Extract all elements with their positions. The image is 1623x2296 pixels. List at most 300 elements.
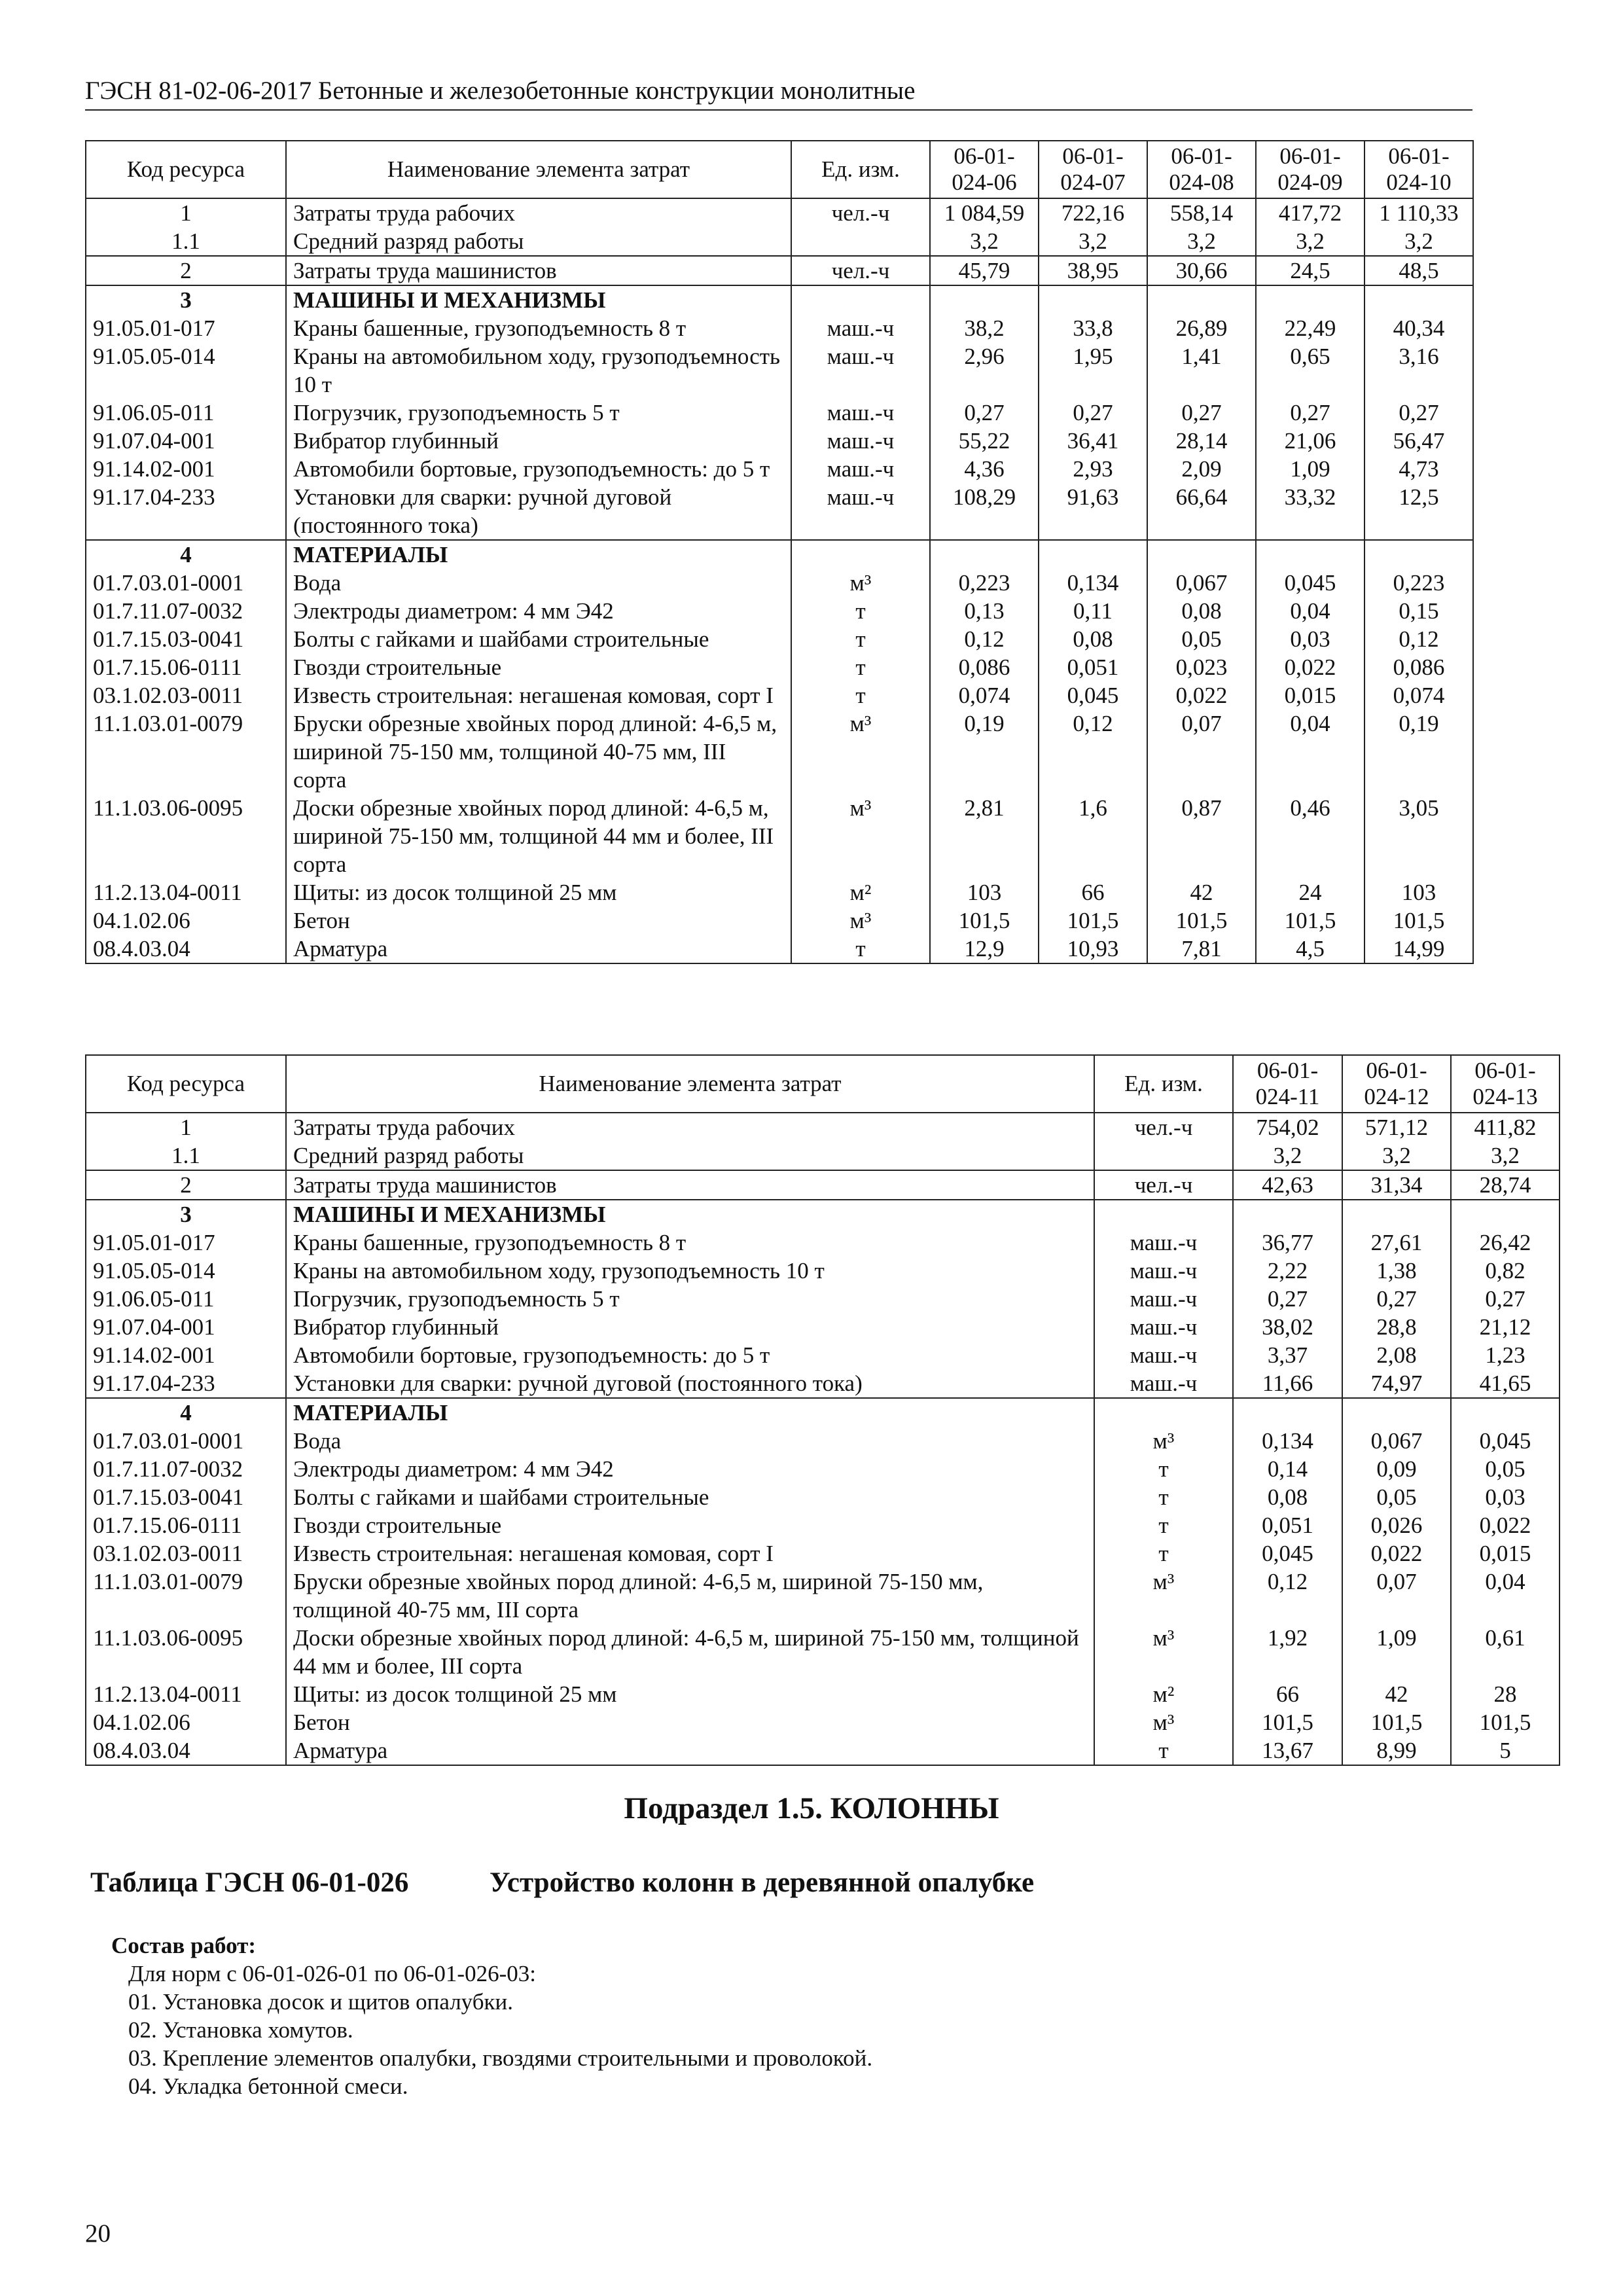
table-2-body [86, 1113, 1560, 1765]
resource-code: 91.05.05-014 [86, 342, 286, 399]
resource-code: 2 [86, 256, 286, 285]
value-cell: 0,022 [1256, 653, 1364, 681]
value-cell: 42,63 [1233, 1170, 1342, 1200]
resource-code: 3 [86, 1200, 286, 1229]
table-row [86, 935, 1473, 963]
value-cell: 91,63 [1039, 483, 1147, 540]
table-row [86, 1427, 1560, 1455]
value-cell: 45,79 [930, 256, 1039, 285]
resource-name: Бруски обрезные хвойных пород длиной: 4-6,5 м, шириной 75-150 мм, толщиной 40-75 мм, III сорта [286, 1568, 1094, 1624]
table-row [86, 314, 1473, 342]
resource-code: 91.07.04-001 [86, 1313, 286, 1341]
resource-name: Арматура [286, 935, 791, 963]
table-row [86, 399, 1473, 427]
value-cell [1342, 1200, 1451, 1229]
resource-name: МАТЕРИАЛЫ [286, 540, 791, 569]
table-row [86, 227, 1473, 256]
value-cell: 3,2 [1147, 227, 1256, 256]
table-row [86, 794, 1473, 878]
value-cell: 0,65 [1256, 342, 1364, 399]
value-cell: 38,95 [1039, 256, 1147, 285]
value-cell: 0,13 [930, 597, 1039, 625]
unit-cell: т [1094, 1539, 1233, 1568]
value-cell: 0,067 [1342, 1427, 1451, 1455]
resource-name: Болты с гайками и шайбами строительные [286, 1483, 1094, 1511]
resource-table-2 [85, 1054, 1560, 1766]
value-cell: 28,14 [1147, 427, 1256, 455]
value-cell: 0,07 [1147, 709, 1256, 794]
value-cell: 38,02 [1233, 1313, 1342, 1341]
value-cell: 0,045 [1039, 681, 1147, 709]
value-cell [1039, 540, 1147, 569]
unit-cell: маш.-ч [1094, 1257, 1233, 1285]
value-cell: 3,2 [930, 227, 1039, 256]
resource-code: 11.1.03.06-0095 [86, 1624, 286, 1680]
col-header-norm: 06-01- 024-12 [1342, 1055, 1451, 1113]
value-cell: 0,04 [1451, 1568, 1560, 1624]
value-cell: 12,9 [930, 935, 1039, 963]
value-cell: 722,16 [1039, 198, 1147, 227]
resource-code: 11.1.03.01-0079 [86, 1568, 286, 1624]
resource-name: МАШИНЫ И МЕХАНИЗМЫ [286, 1200, 1094, 1229]
resource-code: 91.07.04-001 [86, 427, 286, 455]
value-cell: 1,6 [1039, 794, 1147, 878]
work-item: 01. Установка досок и щитов опалубки. [128, 1989, 513, 2015]
resource-code: 91.05.05-014 [86, 1257, 286, 1285]
value-cell: 0,09 [1342, 1455, 1451, 1483]
value-cell: 1,38 [1342, 1257, 1451, 1285]
table-row [86, 653, 1473, 681]
value-cell: 36,77 [1233, 1229, 1342, 1257]
work-item: 02. Установка хомутов. [128, 2017, 353, 2043]
table-row [86, 1539, 1560, 1568]
value-cell: 0,27 [1147, 399, 1256, 427]
value-cell: 0,022 [1342, 1539, 1451, 1568]
table-row [86, 1257, 1560, 1285]
table-code: Таблица ГЭСН 06-01-026 [90, 1867, 409, 1898]
value-cell: 101,5 [1233, 1708, 1342, 1736]
value-cell: 8,99 [1342, 1736, 1451, 1765]
resource-name: Вибратор глубинный [286, 1313, 1094, 1341]
col-header-code: Код ресурса [86, 141, 286, 198]
table-row [86, 1113, 1560, 1141]
value-cell: 3,16 [1364, 342, 1473, 399]
value-cell [1233, 1398, 1342, 1427]
value-cell: 0,086 [930, 653, 1039, 681]
resource-name: Болты с гайками и шайбами строительные [286, 625, 791, 653]
value-cell: 101,5 [1364, 906, 1473, 935]
value-cell: 4,36 [930, 455, 1039, 483]
value-cell: 2,22 [1233, 1257, 1342, 1285]
resource-code: 03.1.02.03-0011 [86, 1539, 286, 1568]
value-cell: 0,14 [1233, 1455, 1342, 1483]
value-cell: 3,2 [1342, 1141, 1451, 1170]
resource-code: 08.4.03.04 [86, 935, 286, 963]
resource-name: Доски обрезные хвойных пород длиной: 4-6,5 м, шириной 75-150 мм, толщиной 44 мм и более, III сорта [286, 794, 791, 878]
unit-cell: чел.-ч [791, 198, 930, 227]
value-cell: 0,19 [930, 709, 1039, 794]
resource-name: Известь строительная: негашеная комовая, сорт I [286, 681, 791, 709]
resource-code: 01.7.15.06-0111 [86, 653, 286, 681]
value-cell: 0,022 [1147, 681, 1256, 709]
resource-code: 01.7.11.07-0032 [86, 1455, 286, 1483]
value-cell [1039, 285, 1147, 314]
resource-name: МАТЕРИАЛЫ [286, 1398, 1094, 1427]
resource-code: 91.17.04-233 [86, 483, 286, 540]
resource-code: 4 [86, 540, 286, 569]
unit-cell [791, 540, 930, 569]
value-cell: 0,07 [1342, 1568, 1451, 1624]
unit-cell: маш.-ч [791, 483, 930, 540]
table-row [86, 1455, 1560, 1483]
resource-code: 91.14.02-001 [86, 1341, 286, 1369]
table-row [86, 878, 1473, 906]
resource-code: 11.2.13.04-0011 [86, 878, 286, 906]
resource-name: Электроды диаметром: 4 мм Э42 [286, 597, 791, 625]
table-row [86, 1624, 1560, 1680]
value-cell: 0,87 [1147, 794, 1256, 878]
value-cell: 0,051 [1039, 653, 1147, 681]
value-cell: 3,37 [1233, 1341, 1342, 1369]
value-cell: 13,67 [1233, 1736, 1342, 1765]
value-cell: 0,27 [1256, 399, 1364, 427]
table-1-body [86, 198, 1473, 963]
value-cell: 0,023 [1147, 653, 1256, 681]
table-row [86, 1341, 1560, 1369]
value-cell: 1,41 [1147, 342, 1256, 399]
value-cell: 2,08 [1342, 1341, 1451, 1369]
unit-cell [1094, 1398, 1233, 1427]
table-row [86, 1141, 1560, 1170]
value-cell: 42 [1342, 1680, 1451, 1708]
value-cell: 0,04 [1256, 709, 1364, 794]
resource-code: 91.06.05-011 [86, 1285, 286, 1313]
value-cell: 21,12 [1451, 1313, 1560, 1341]
value-cell: 0,03 [1256, 625, 1364, 653]
value-cell: 10,93 [1039, 935, 1147, 963]
header-rule [85, 109, 1472, 111]
value-cell [1256, 285, 1364, 314]
value-cell: 108,29 [930, 483, 1039, 540]
value-cell: 558,14 [1147, 198, 1256, 227]
value-cell [1364, 285, 1473, 314]
resource-name: Краны башенные, грузоподъемность 8 т [286, 1229, 1094, 1257]
value-cell: 0,074 [1364, 681, 1473, 709]
value-cell: 0,27 [1364, 399, 1473, 427]
value-cell: 3,2 [1364, 227, 1473, 256]
resource-code: 2 [86, 1170, 286, 1200]
value-cell: 0,27 [1039, 399, 1147, 427]
value-cell: 28,74 [1451, 1170, 1560, 1200]
unit-cell: т [791, 653, 930, 681]
unit-cell: т [1094, 1736, 1233, 1765]
value-cell: 7,81 [1147, 935, 1256, 963]
table-row [86, 1736, 1560, 1765]
resource-code: 91.17.04-233 [86, 1369, 286, 1398]
work-composition [111, 1931, 872, 2100]
resource-code: 1.1 [86, 227, 286, 256]
value-cell: 0,27 [1233, 1285, 1342, 1313]
value-cell: 55,22 [930, 427, 1039, 455]
resource-name: Автомобили бортовые, грузоподъемность: до 5 т [286, 455, 791, 483]
value-cell: 0,067 [1147, 569, 1256, 597]
col-header-unit: Ед. изм. [1094, 1055, 1233, 1113]
value-cell: 0,27 [1451, 1285, 1560, 1313]
col-header-norm: 06-01- 024-06 [930, 141, 1039, 198]
table-row [86, 483, 1473, 540]
value-cell: 0,08 [1147, 597, 1256, 625]
value-cell [930, 285, 1039, 314]
value-cell: 0,045 [1233, 1539, 1342, 1568]
table-row [86, 285, 1473, 314]
value-cell: 571,12 [1342, 1113, 1451, 1141]
unit-cell: маш.-ч [791, 455, 930, 483]
table-row [86, 1313, 1560, 1341]
resource-name: Установки для сварки: ручной дуговой (постоянного тока) [286, 483, 791, 540]
table-heading [90, 1867, 1034, 1899]
resource-code: 91.14.02-001 [86, 455, 286, 483]
resource-code: 4 [86, 1398, 286, 1427]
value-cell [1451, 1398, 1560, 1427]
col-header-norm: 06-01- 024-09 [1256, 141, 1364, 198]
value-cell [1147, 285, 1256, 314]
value-cell: 41,65 [1451, 1369, 1560, 1398]
resource-code: 3 [86, 285, 286, 314]
value-cell: 2,81 [930, 794, 1039, 878]
resource-code: 01.7.15.06-0111 [86, 1511, 286, 1539]
unit-cell: т [1094, 1511, 1233, 1539]
value-cell [1233, 1200, 1342, 1229]
unit-cell: м² [791, 878, 930, 906]
col-header-norm: 06-01- 024-07 [1039, 141, 1147, 198]
table-row [86, 1398, 1560, 1427]
resource-name: Затраты труда рабочих [286, 198, 791, 227]
value-cell: 28 [1451, 1680, 1560, 1708]
col-header-unit: Ед. изм. [791, 141, 930, 198]
value-cell: 101,5 [1256, 906, 1364, 935]
value-cell [1147, 540, 1256, 569]
work-item: 04. Укладка бетонной смеси. [128, 2073, 408, 2099]
table-row [86, 1680, 1560, 1708]
value-cell: 0,134 [1233, 1427, 1342, 1455]
value-cell: 48,5 [1364, 256, 1473, 285]
unit-cell [1094, 1200, 1233, 1229]
table-row [86, 1369, 1560, 1398]
table-title: Устройство колонн в деревянной опалубке [490, 1867, 1035, 1898]
value-cell: 1,95 [1039, 342, 1147, 399]
work-title: Состав работ: [111, 1933, 256, 1958]
resource-code: 91.05.01-017 [86, 314, 286, 342]
resource-name: Средний разряд работы [286, 1141, 1094, 1170]
resource-name: Электроды диаметром: 4 мм Э42 [286, 1455, 1094, 1483]
resource-name: Гвозди строительные [286, 653, 791, 681]
unit-cell: маш.-ч [791, 342, 930, 399]
resource-name: Установки для сварки: ручной дуговой (постоянного тока) [286, 1369, 1094, 1398]
value-cell: 0,61 [1451, 1624, 1560, 1680]
resource-name: Краны на автомобильном ходу, грузоподъемность 10 т [286, 1257, 1094, 1285]
resource-name: Затраты труда машинистов [286, 256, 791, 285]
subsection-title: Подраздел 1.5. КОЛОННЫ [624, 1791, 999, 1825]
value-cell: 27,61 [1342, 1229, 1451, 1257]
table-row [86, 681, 1473, 709]
value-cell: 0,08 [1233, 1483, 1342, 1511]
resource-name: Погрузчик, грузоподъемность 5 т [286, 399, 791, 427]
resource-name: Гвозди строительные [286, 1511, 1094, 1539]
value-cell: 103 [1364, 878, 1473, 906]
unit-cell: маш.-ч [791, 399, 930, 427]
value-cell [930, 540, 1039, 569]
work-item: 03. Крепление элементов опалубки, гвоздями строительными и проволокой. [128, 2045, 873, 2071]
table-row [86, 427, 1473, 455]
value-cell [1256, 540, 1364, 569]
resource-code: 04.1.02.06 [86, 1708, 286, 1736]
value-cell: 14,99 [1364, 935, 1473, 963]
value-cell: 33,8 [1039, 314, 1147, 342]
value-cell: 0,27 [1342, 1285, 1451, 1313]
unit-cell: чел.-ч [791, 256, 930, 285]
value-cell: 0,015 [1451, 1539, 1560, 1568]
resource-name: Бруски обрезные хвойных пород длиной: 4-6,5 м, шириной 75-150 мм, толщиной 40-75 мм, III сорта [286, 709, 791, 794]
unit-cell: чел.-ч [1094, 1170, 1233, 1200]
value-cell: 24 [1256, 878, 1364, 906]
resource-name: Бетон [286, 906, 791, 935]
unit-cell: м² [1094, 1680, 1233, 1708]
table-row [86, 709, 1473, 794]
resource-name: Известь строительная: негашеная комовая, сорт I [286, 1539, 1094, 1568]
value-cell: 0,074 [930, 681, 1039, 709]
table-row [86, 625, 1473, 653]
table-row [86, 1229, 1560, 1257]
table-row [86, 1708, 1560, 1736]
value-cell: 33,32 [1256, 483, 1364, 540]
value-cell: 1,92 [1233, 1624, 1342, 1680]
resource-name: Краны на автомобильном ходу, грузоподъемность 10 т [286, 342, 791, 399]
unit-cell: чел.-ч [1094, 1113, 1233, 1141]
value-cell: 0,022 [1451, 1511, 1560, 1539]
value-cell: 1 084,59 [930, 198, 1039, 227]
table-row [86, 1170, 1560, 1200]
table-row [86, 1285, 1560, 1313]
resource-name: Вода [286, 569, 791, 597]
value-cell: 0,11 [1039, 597, 1147, 625]
resource-code: 1 [86, 198, 286, 227]
value-cell: 74,97 [1342, 1369, 1451, 1398]
resource-name: Вибратор глубинный [286, 427, 791, 455]
value-cell: 56,47 [1364, 427, 1473, 455]
value-cell: 3,2 [1039, 227, 1147, 256]
col-header-code: Код ресурса [86, 1055, 286, 1113]
value-cell: 4,73 [1364, 455, 1473, 483]
table-row [86, 1511, 1560, 1539]
value-cell: 66 [1233, 1680, 1342, 1708]
value-cell: 0,03 [1451, 1483, 1560, 1511]
resource-code: 91.06.05-011 [86, 399, 286, 427]
unit-cell: т [791, 935, 930, 963]
unit-cell: м³ [791, 569, 930, 597]
unit-cell: т [1094, 1455, 1233, 1483]
value-cell: 0,15 [1364, 597, 1473, 625]
col-header-norm: 06-01- 024-11 [1233, 1055, 1342, 1113]
unit-cell: м³ [791, 794, 930, 878]
page-number: 20 [85, 2219, 111, 2248]
unit-cell: маш.-ч [1094, 1285, 1233, 1313]
unit-cell: маш.-ч [1094, 1313, 1233, 1341]
value-cell: 21,06 [1256, 427, 1364, 455]
unit-cell: маш.-ч [1094, 1229, 1233, 1257]
value-cell: 2,93 [1039, 455, 1147, 483]
resource-code: 04.1.02.06 [86, 906, 286, 935]
value-cell: 26,42 [1451, 1229, 1560, 1257]
value-cell: 0,086 [1364, 653, 1473, 681]
table-row [86, 256, 1473, 285]
resource-name: Затраты труда рабочих [286, 1113, 1094, 1141]
resource-name: Доски обрезные хвойных пород длиной: 4-6,5 м, шириной 75-150 мм, толщиной 44 мм и более, III сорта [286, 1624, 1094, 1680]
col-header-name: Наименование элемента затрат [286, 1055, 1094, 1113]
col-header-norm: 06-01- 024-13 [1451, 1055, 1560, 1113]
value-cell: 3,2 [1233, 1141, 1342, 1170]
value-cell: 28,8 [1342, 1313, 1451, 1341]
value-cell: 101,5 [1039, 906, 1147, 935]
resource-code: 91.05.01-017 [86, 1229, 286, 1257]
value-cell: 101,5 [1342, 1708, 1451, 1736]
table-row [86, 342, 1473, 399]
resource-name: Арматура [286, 1736, 1094, 1765]
resource-table-1 [85, 140, 1474, 964]
col-header-norm: 06-01- 024-10 [1364, 141, 1473, 198]
unit-cell: маш.-ч [1094, 1341, 1233, 1369]
value-cell: 0,045 [1256, 569, 1364, 597]
resource-code: 03.1.02.03-0011 [86, 681, 286, 709]
unit-cell: м³ [1094, 1624, 1233, 1680]
value-cell: 0,27 [930, 399, 1039, 427]
value-cell [1451, 1200, 1560, 1229]
unit-cell [1094, 1141, 1233, 1170]
value-cell: 754,02 [1233, 1113, 1342, 1141]
value-cell: 3,2 [1256, 227, 1364, 256]
col-header-norm: 06-01- 024-08 [1147, 141, 1256, 198]
col-header-name: Наименование элемента затрат [286, 141, 791, 198]
value-cell: 417,72 [1256, 198, 1364, 227]
resource-name: Краны башенные, грузоподъемность 8 т [286, 314, 791, 342]
resource-code: 11.1.03.01-0079 [86, 709, 286, 794]
value-cell: 1 110,33 [1364, 198, 1473, 227]
value-cell: 0,223 [930, 569, 1039, 597]
table-row [86, 455, 1473, 483]
resource-name: МАШИНЫ И МЕХАНИЗМЫ [286, 285, 791, 314]
value-cell: 3,05 [1364, 794, 1473, 878]
value-cell: 101,5 [1451, 1708, 1560, 1736]
resource-code: 01.7.03.01-0001 [86, 569, 286, 597]
value-cell: 103 [930, 878, 1039, 906]
unit-cell: т [791, 681, 930, 709]
unit-cell: т [791, 597, 930, 625]
value-cell: 0,82 [1451, 1257, 1560, 1285]
value-cell: 2,96 [930, 342, 1039, 399]
unit-cell [791, 285, 930, 314]
unit-cell: м³ [791, 709, 930, 794]
value-cell: 101,5 [930, 906, 1039, 935]
resource-name: Вода [286, 1427, 1094, 1455]
value-cell: 12,5 [1364, 483, 1473, 540]
table-row [86, 1568, 1560, 1624]
table-row [86, 540, 1473, 569]
value-cell: 0,19 [1364, 709, 1473, 794]
resource-code: 11.2.13.04-0011 [86, 1680, 286, 1708]
resource-name: Затраты труда машинистов [286, 1170, 1094, 1200]
resource-code: 01.7.15.03-0041 [86, 1483, 286, 1511]
value-cell: 0,12 [1233, 1568, 1342, 1624]
resource-name: Автомобили бортовые, грузоподъемность: до 5 т [286, 1341, 1094, 1369]
